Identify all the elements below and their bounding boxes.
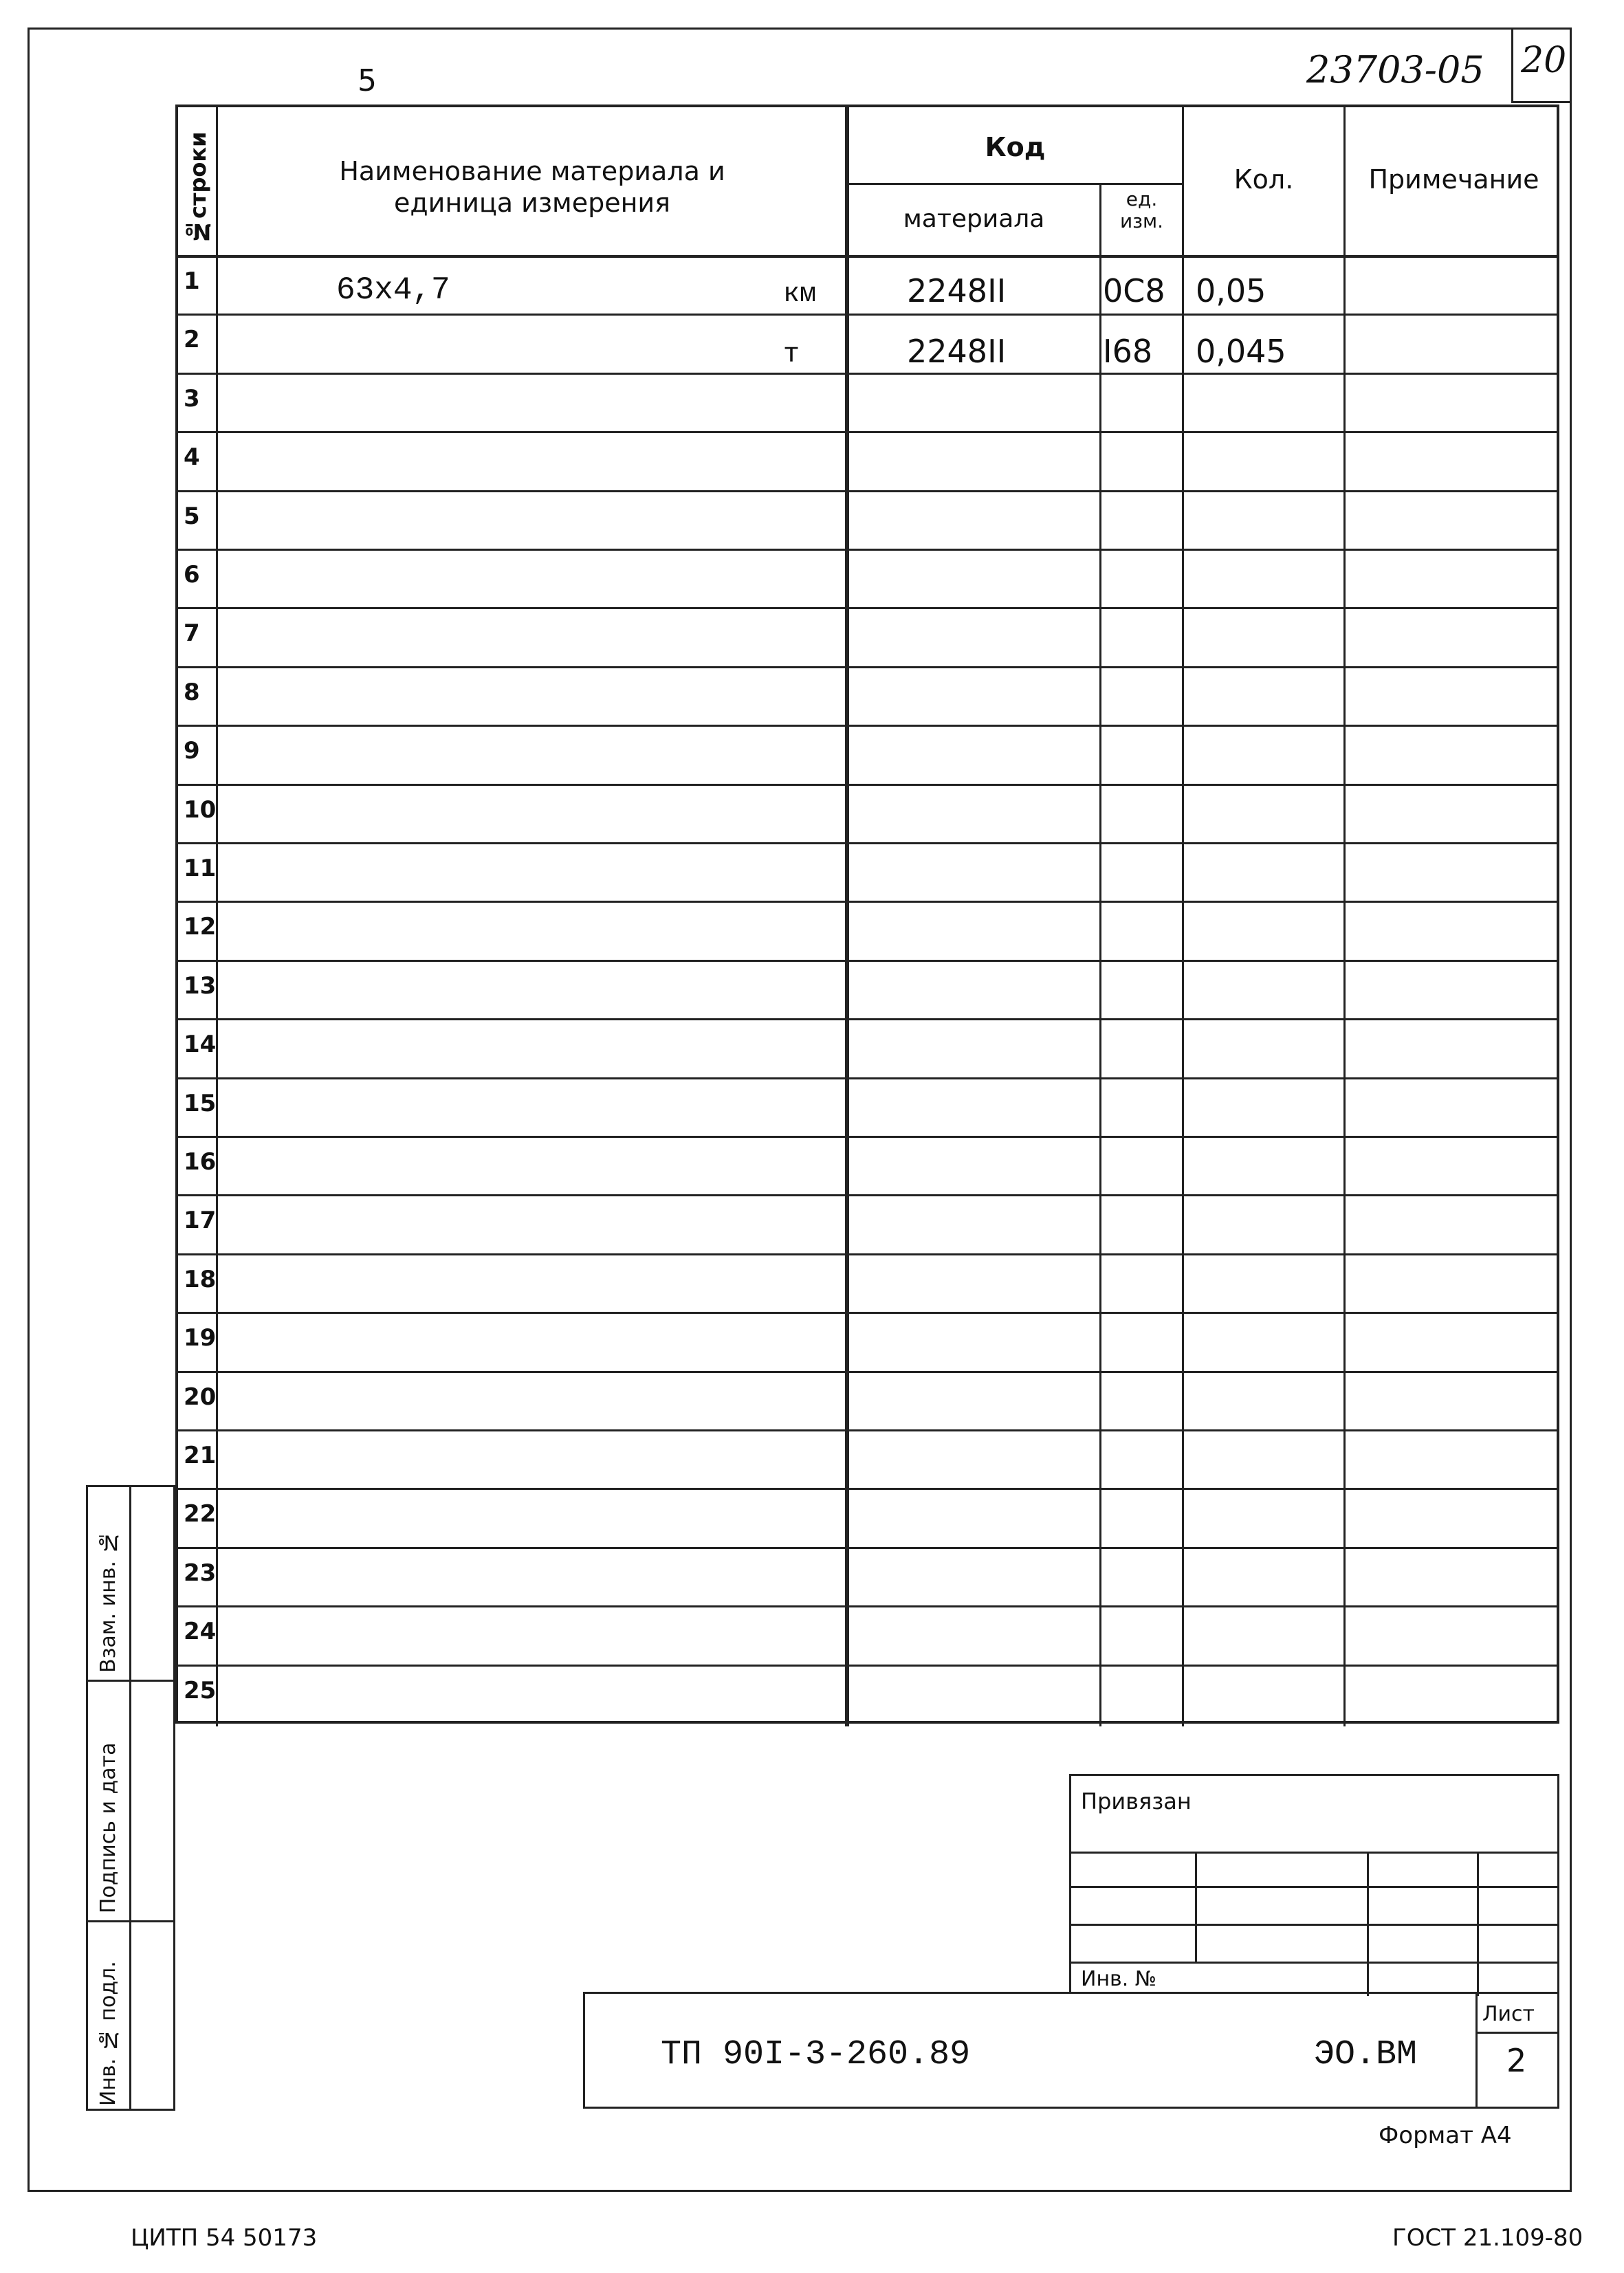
title-block bbox=[583, 1992, 1559, 2109]
footer-left-code: ЦИТП 54 50173 bbox=[131, 2224, 318, 2252]
table-row bbox=[178, 960, 1557, 962]
header-quantity: Кол. bbox=[1233, 164, 1294, 195]
row-number: 9 bbox=[184, 737, 200, 765]
table-row bbox=[178, 1605, 1557, 1607]
row-number: 15 bbox=[184, 1089, 217, 1117]
row-number: 4 bbox=[184, 443, 200, 472]
sidebar-line-1 bbox=[88, 1680, 174, 1682]
table-row bbox=[178, 1136, 1557, 1138]
table-row bbox=[178, 1077, 1557, 1079]
table-row bbox=[178, 784, 1557, 786]
binding-line-3 bbox=[1071, 1924, 1559, 1926]
label-inv-podl: Инв. № подл. bbox=[96, 1961, 120, 2106]
col-divider-unit bbox=[1182, 107, 1184, 1726]
row-number: 20 bbox=[184, 1383, 217, 1411]
table-row bbox=[178, 490, 1557, 492]
table-row bbox=[178, 1665, 1557, 1667]
row1-unit-code: 0С8 bbox=[1103, 272, 1165, 309]
row-number: 22 bbox=[184, 1500, 217, 1528]
header-material-name: Наименование материала и единица измерения bbox=[339, 156, 725, 218]
table-row bbox=[178, 1429, 1557, 1431]
binding-line-1 bbox=[1071, 1852, 1559, 1854]
inv-number-label: Инв. № bbox=[1081, 1967, 1157, 1991]
header-row-number: №строки bbox=[185, 131, 211, 245]
header-bottom-line bbox=[178, 255, 1557, 258]
row-number: 2 bbox=[184, 326, 200, 354]
table-row bbox=[178, 1018, 1557, 1020]
row1-material-code: 2248II bbox=[907, 272, 1007, 309]
table-row bbox=[178, 1312, 1557, 1314]
table-row bbox=[178, 842, 1557, 844]
table-row bbox=[178, 431, 1557, 433]
row-number: 5 bbox=[184, 502, 200, 530]
row2-unit-code: I68 bbox=[1103, 333, 1153, 370]
row-number: 11 bbox=[184, 855, 217, 882]
row1-unit: км bbox=[783, 279, 817, 310]
sheet-type: ЭО.ВМ bbox=[1314, 2035, 1418, 2074]
row-number: 7 bbox=[184, 619, 200, 648]
col-divider-qty bbox=[1343, 107, 1346, 1726]
row-number: 21 bbox=[184, 1442, 217, 1469]
row2-quantity: 0,045 bbox=[1196, 333, 1286, 370]
table-row bbox=[178, 1253, 1557, 1255]
row1-quantity: 0,05 bbox=[1196, 272, 1266, 309]
binding-line-4 bbox=[1071, 1962, 1559, 1964]
binding-col-1 bbox=[1195, 1852, 1197, 1962]
row-number: 13 bbox=[184, 971, 217, 1000]
col-divider-name bbox=[845, 107, 849, 1726]
row-number: 10 bbox=[184, 795, 217, 824]
header-code-material: материала bbox=[903, 205, 1045, 233]
row1-material-name: 63х4,7 bbox=[336, 272, 450, 308]
row-number: 23 bbox=[184, 1559, 217, 1587]
title-list-divider bbox=[1475, 1994, 1478, 2107]
sidebar-divider bbox=[129, 1487, 131, 2109]
label-vzam-inv: Взам. инв. № bbox=[96, 1530, 120, 1673]
row-number: 16 bbox=[184, 1148, 217, 1176]
table-row bbox=[178, 666, 1557, 668]
table-row bbox=[178, 901, 1557, 903]
table-row bbox=[178, 725, 1557, 727]
format-label: Формат А4 bbox=[1379, 2122, 1512, 2149]
table-row bbox=[178, 549, 1557, 551]
row-number: 17 bbox=[184, 1207, 217, 1235]
header-note: Примечание bbox=[1368, 164, 1539, 195]
row-number: 8 bbox=[184, 678, 200, 706]
row2-material-code: 2248II bbox=[907, 333, 1007, 370]
binding-line-2 bbox=[1071, 1886, 1559, 1888]
table-row bbox=[178, 373, 1557, 375]
table-row bbox=[178, 1371, 1557, 1373]
materials-table bbox=[175, 105, 1559, 1724]
row-number: 14 bbox=[184, 1031, 217, 1059]
table-row bbox=[178, 607, 1557, 609]
binding-stamp bbox=[1069, 1774, 1559, 1994]
binding-col-3 bbox=[1477, 1852, 1479, 1996]
list-value: 2 bbox=[1506, 2042, 1527, 2079]
table-row bbox=[178, 1547, 1557, 1549]
footer-gost: ГОСТ 21.109-80 bbox=[1392, 2224, 1583, 2252]
document-code: ТП 90I-3-260.89 bbox=[661, 2035, 971, 2074]
left-sidebar bbox=[86, 1485, 175, 2111]
row2-unit: т bbox=[783, 340, 800, 371]
row-number: 25 bbox=[184, 1676, 217, 1704]
title-list-line bbox=[1475, 2032, 1559, 2034]
row-number: 1 bbox=[184, 267, 200, 295]
header-code-unit: ед. изм. bbox=[1119, 188, 1164, 232]
code-header-divider bbox=[845, 183, 1182, 185]
binding-col-2 bbox=[1367, 1852, 1369, 1996]
row-number: 6 bbox=[184, 561, 200, 589]
row-number: 19 bbox=[184, 1324, 217, 1352]
row-number: 18 bbox=[184, 1265, 217, 1293]
table-row bbox=[178, 1194, 1557, 1196]
header-code: Код bbox=[985, 132, 1046, 162]
table-row bbox=[178, 314, 1557, 316]
sidebar-line-2 bbox=[88, 1920, 174, 1922]
row-number: 12 bbox=[184, 913, 217, 941]
table-row bbox=[178, 1488, 1557, 1490]
col-divider-code bbox=[1099, 183, 1101, 1726]
label-podpis-data: Подпись и дата bbox=[96, 1742, 120, 1913]
page-marker: 5 bbox=[358, 63, 377, 98]
list-label: Лист bbox=[1482, 2002, 1535, 2026]
document-number: 23703-05 bbox=[1306, 48, 1484, 91]
row-number: 24 bbox=[184, 1618, 217, 1646]
col-divider-rowno bbox=[216, 107, 218, 1726]
binding-label: Привязан bbox=[1081, 1788, 1192, 1814]
row-number: 3 bbox=[184, 384, 200, 413]
sheet-corner-number: 20 bbox=[1521, 40, 1567, 81]
